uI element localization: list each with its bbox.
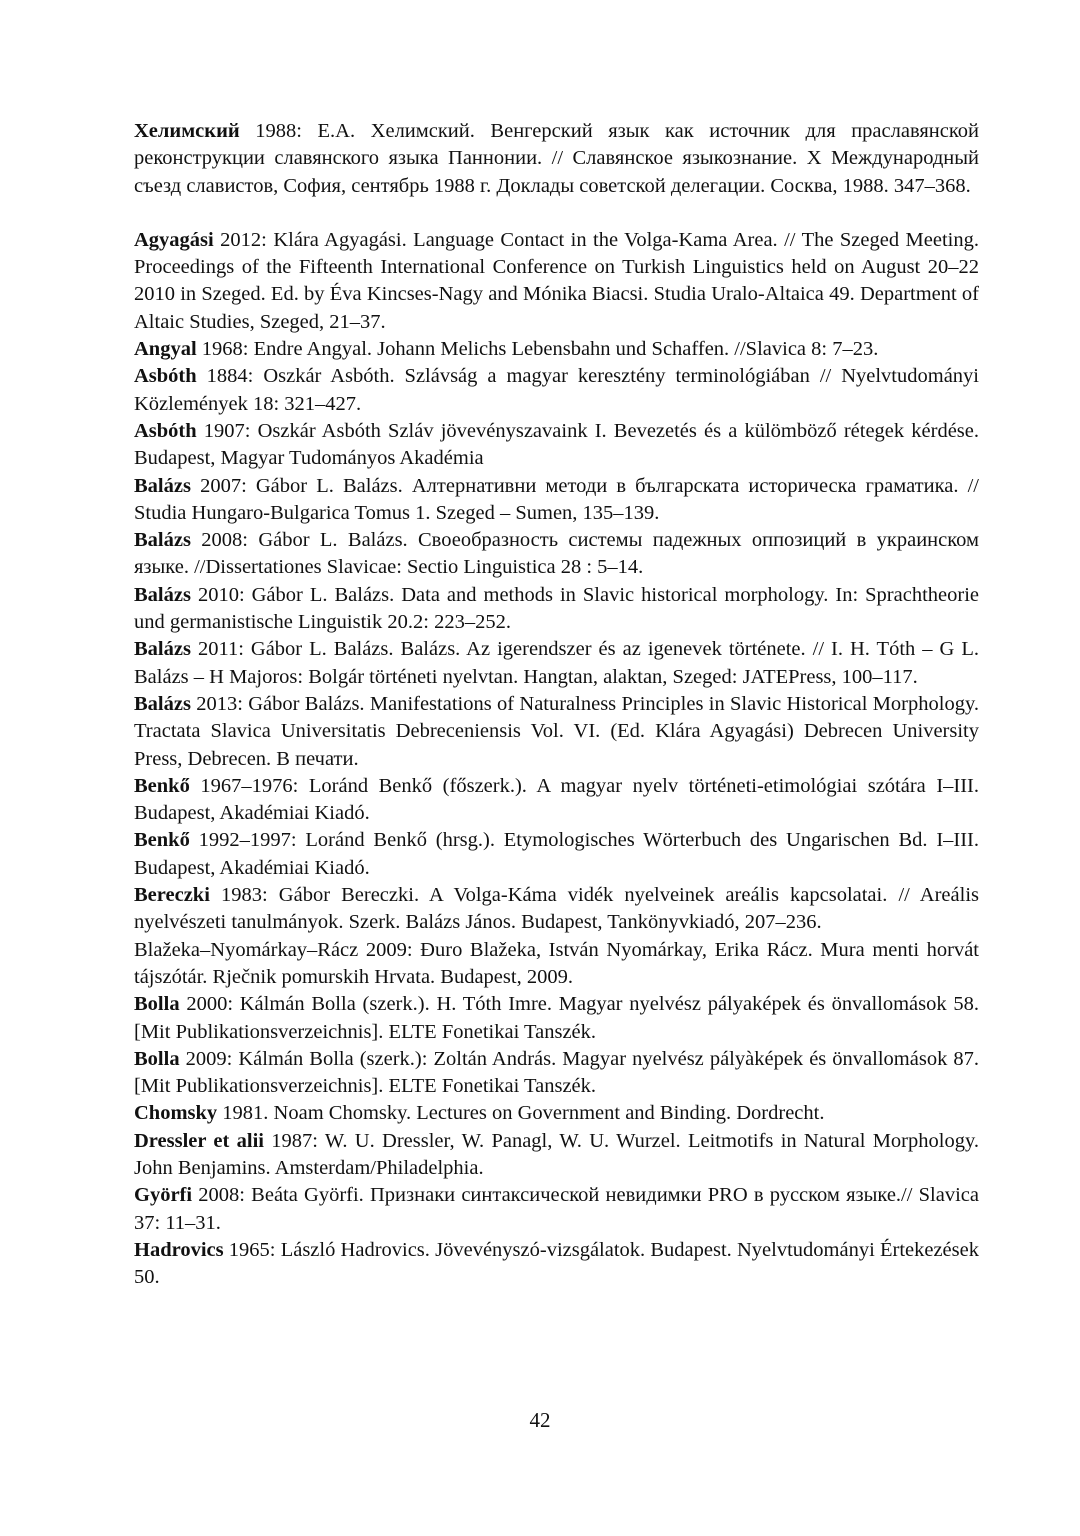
reference-author: Хелимский bbox=[134, 120, 240, 142]
reference-text: 2013: Gábor Balázs. Manifestations of Naturalness Principles in Slavic Historical Morphology. Tractata Slavica Universitatis Debreceniensis Vol. VI. (Ed. Klára Agyagási) Debrecen University Press, Debrecen. В печати. bbox=[134, 692, 979, 770]
reference-entry bbox=[134, 418, 979, 473]
reference-author: Bolla bbox=[134, 993, 180, 1016]
reference-entry bbox=[134, 1046, 979, 1101]
reference-text: 1965: László Hadrovics. Jövevényszó-vizsgálatok. Budapest. Nyelvtudományi Értekezések 50. bbox=[134, 1238, 979, 1289]
reference-entry bbox=[134, 937, 979, 992]
reference-text: 1981. Noam Chomsky. Lectures on Government and Binding. Dordrecht. bbox=[217, 1102, 825, 1125]
reference-author: Balázs bbox=[134, 583, 191, 606]
reference-author: Agyagási bbox=[134, 228, 214, 251]
reference-text: 2007: Gábor L. Balázs. Алтернативни методи в българската историческа граматика. // Studia Hungaro-Bulgarica Tomus 1. Szeged – Sumen, 135–139. bbox=[134, 474, 979, 524]
reference-author: Benkő bbox=[134, 774, 190, 797]
bibliography bbox=[134, 118, 979, 1291]
reference-entry bbox=[134, 991, 979, 1046]
reference-text: 2008: Gábor L. Balázs. Своеобразность системы падежных оппозиций в украинском языке. //Dissertationes Slavicae: Sectio Linguistica 28 : 5–14. bbox=[134, 529, 979, 579]
reference-entry bbox=[134, 773, 979, 828]
reference-entry bbox=[134, 1237, 979, 1292]
reference-author: Benkő bbox=[134, 829, 190, 852]
reference-entry bbox=[134, 1182, 979, 1237]
reference-entry bbox=[134, 582, 979, 637]
reference-entry bbox=[134, 827, 979, 882]
reference-entry bbox=[134, 473, 979, 528]
reference-author: Balázs bbox=[134, 529, 191, 552]
reference-text: 1983: Gábor Bereczki. A Volga-Káma vidék nyelveinek areális kapcsolatai. // Areális nyelvészeti tanulmányok. Szerk. Balázs János. Budapest, Tankönyvkiadó, 207–236. bbox=[134, 884, 979, 934]
reference-text: 1884: Oszkár Asbóth. Szlávság a magyar keresztény terminológiában // Nyelvtudományi Közlemények 18: 321–427. bbox=[134, 365, 979, 415]
reference-author: Asbóth bbox=[134, 365, 197, 388]
reference-author: Bolla bbox=[134, 1047, 180, 1070]
reference-author: Györfi bbox=[134, 1184, 193, 1207]
reference-author: Balázs bbox=[134, 638, 191, 661]
reference-text: 1907: Oszkár Asbóth Szláv jövevényszavaink I. Bevezetés és a külömböző rétegek kérdése. Budapest, Magyar Tudományos Akadémia bbox=[134, 419, 979, 470]
reference-text: 1987: W. U. Dressler, W. Panagl, W. U. Wurzel. Leitmotifs in Natural Morphology. John Benjamins. Amsterdam/Philadelphia. bbox=[134, 1129, 979, 1179]
reference-author: Balázs bbox=[134, 474, 191, 497]
reference-text: 1967–1976: Loránd Benkő (főszerk.). A magyar nyelv történeti-etimológiai szótára I–III. Budapest, Akadémiai Kiadó. bbox=[134, 774, 979, 825]
reference-entry bbox=[134, 1100, 979, 1127]
reference-entry bbox=[134, 118, 979, 200]
reference-text: 2008: Beáta Györfi. Признаки синтаксической невидимки PRO в русском языке.// Slavica 37: 11–31. bbox=[134, 1184, 979, 1234]
reference-entry bbox=[134, 227, 979, 336]
reference-entry bbox=[134, 691, 979, 773]
reference-text: 1992–1997: Loránd Benkő (hrsg.). Etymologisches Wörterbuch des Ungarischen Bd. I–III. Budapest, Akadémiai Kiadó. bbox=[134, 829, 979, 879]
reference-author: Bereczki bbox=[134, 884, 210, 907]
reference-text: 2011: Gábor L. Balázs. Balázs. Az igerendszer és az igenevek története. // I. H. Tóth – G L. Balázs – H Majoros: Bolgár történeti nyelvtan. Hangtan, alaktan, Szeged: JATEPress, 100–117. bbox=[134, 638, 979, 688]
page-number: 42 bbox=[529, 1408, 551, 1432]
section-gap bbox=[134, 200, 979, 227]
reference-entry bbox=[134, 363, 979, 418]
reference-text: 2010: Gábor L. Balázs. Data and methods in Slavic historical morphology. In: Sprachtheorie und germanistische Linguistik 20.2: 223–252. bbox=[134, 583, 979, 634]
reference-entry bbox=[134, 636, 979, 691]
reference-author: Dressler et alii bbox=[134, 1129, 264, 1152]
reference-text: Blažeka–Nyomárkay–Rácz 2009: Đuro Blažeka, István Nyomárkay, Erika Rácz. Mura menti horvát tájszótár. Rječnik pomurskih Hrvata. Budapest, 2009. bbox=[134, 938, 979, 988]
reference-text: 2012: Klára Agyagási. Language Contact in the Volga-Kama Area. // The Szeged Meeting. Proceedings of the Fifteenth International Conference on Turkish Linguistics held on August 20–22 2010 in Szeged. Ed. by Éva Kincses-Nagy and Mónika Biacsi. Studia Uralo-Altaica 49. Department of Altaic Studies, Szeged, 21–37. bbox=[134, 228, 979, 333]
reference-author: Hadrovics bbox=[134, 1238, 224, 1261]
reference-author: Asbóth bbox=[134, 419, 197, 442]
reference-text: 1988: Е.А. Хелимский. Венгерский язык как источник для праславянской реконструкции славянского языка Паннонии. // Славянское языкознание. X Международный съезд славистов, София, сентябрь 1988 г. Доклады советской делегации. Сосква, 1988. 347–368. bbox=[134, 120, 979, 197]
reference-author: Chomsky bbox=[134, 1102, 218, 1125]
reference-text: 2000: Kálmán Bolla (szerk.). H. Tóth Imre. Magyar nyelvész pályaképek és önvallomások 58. [Mit Publikationsverzeichnis]. ELTE Fonetikai Tanszék. bbox=[134, 993, 979, 1043]
reference-author: Balázs bbox=[134, 692, 191, 715]
reference-author: Angyal bbox=[134, 338, 197, 361]
reference-entry bbox=[134, 336, 979, 363]
reference-entry bbox=[134, 882, 979, 937]
reference-text: 2009: Kálmán Bolla (szerk.): Zoltán András. Magyar nyelvész pályàképek és önvallomások 87. [Mit Publikationsverzeichnis]. ELTE Fonetikai Tanszék. bbox=[134, 1047, 979, 1098]
reference-entry bbox=[134, 1128, 979, 1183]
reference-text: 1968: Endre Angyal. Johann Melichs Lebensbahn und Schaffen. //Slavica 8: 7–23. bbox=[196, 338, 879, 361]
reference-entry bbox=[134, 527, 979, 582]
